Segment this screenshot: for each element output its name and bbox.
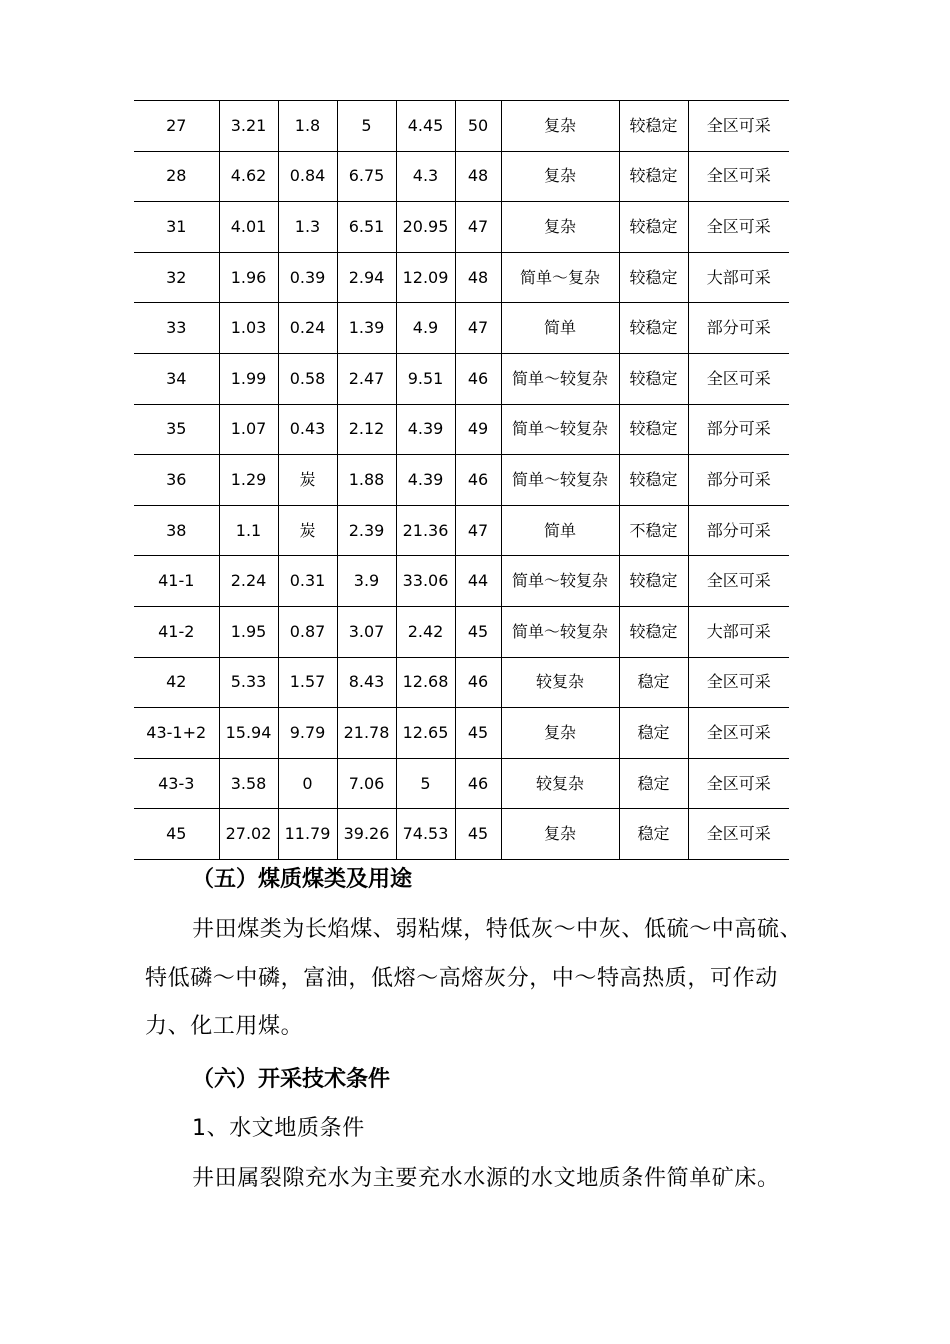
table-cell: 较稳定 [619, 101, 688, 152]
table-cell: 炭 [278, 505, 337, 556]
table-cell: 0.39 [278, 252, 337, 303]
table-cell: 较复杂 [501, 657, 619, 708]
table-row [134, 252, 789, 303]
table-cell: 1.39 [337, 303, 396, 354]
table-cell: 较稳定 [619, 455, 688, 506]
table-cell: 8.43 [337, 657, 396, 708]
table-cell: 全区可采 [688, 809, 789, 860]
table-cell: 全区可采 [688, 708, 789, 759]
table-cell: 全区可采 [688, 758, 789, 809]
table-cell: 部分可采 [688, 404, 789, 455]
table-cell: 2.24 [219, 556, 278, 607]
table-cell: 简单～较复杂 [501, 353, 619, 404]
table-cell: 简单～复杂 [501, 252, 619, 303]
table-cell: 1.1 [219, 505, 278, 556]
table-cell: 46 [455, 455, 501, 506]
table-cell: 11.79 [278, 809, 337, 860]
table-cell: 较稳定 [619, 556, 688, 607]
table-cell: 9.51 [396, 353, 455, 404]
table-row [134, 758, 789, 809]
table-cell: 27 [134, 101, 219, 152]
table-cell: 复杂 [501, 708, 619, 759]
table-cell: 6.51 [337, 202, 396, 253]
table-cell: 1.3 [278, 202, 337, 253]
table-cell: 较稳定 [619, 151, 688, 202]
table-cell: 较稳定 [619, 303, 688, 354]
table-cell: 部分可采 [688, 505, 789, 556]
table-cell: 44 [455, 556, 501, 607]
table-cell: 45 [455, 606, 501, 657]
table-cell: 12.68 [396, 657, 455, 708]
table-row [134, 657, 789, 708]
table-cell: 42 [134, 657, 219, 708]
table-cell: 5 [396, 758, 455, 809]
table-cell: 较稳定 [619, 202, 688, 253]
table-cell: 34 [134, 353, 219, 404]
table-row [134, 353, 789, 404]
table-body [134, 101, 789, 860]
table-cell: 3.21 [219, 101, 278, 152]
table-row [134, 809, 789, 860]
table-cell: 0.24 [278, 303, 337, 354]
table-cell: 35 [134, 404, 219, 455]
table-cell: 48 [455, 252, 501, 303]
table-cell: 28 [134, 151, 219, 202]
table-cell: 简单～较复杂 [501, 556, 619, 607]
table-cell: 简单～较复杂 [501, 404, 619, 455]
table-cell: 1.8 [278, 101, 337, 152]
table-cell: 0.31 [278, 556, 337, 607]
table-cell: 6.75 [337, 151, 396, 202]
table-row [134, 455, 789, 506]
table-cell: 9.79 [278, 708, 337, 759]
table-cell: 15.94 [219, 708, 278, 759]
table-cell: 43-1+2 [134, 708, 219, 759]
table-cell: 稳定 [619, 657, 688, 708]
table-cell: 全区可采 [688, 151, 789, 202]
table-cell: 48 [455, 151, 501, 202]
table-cell: 简单 [501, 303, 619, 354]
table-cell: 5.33 [219, 657, 278, 708]
table-cell: 复杂 [501, 151, 619, 202]
table-cell: 复杂 [501, 202, 619, 253]
table-cell: 复杂 [501, 101, 619, 152]
table-cell: 较稳定 [619, 353, 688, 404]
table-cell: 不稳定 [619, 505, 688, 556]
table-cell: 4.39 [396, 404, 455, 455]
table-cell: 全区可采 [688, 556, 789, 607]
table-cell: 41-1 [134, 556, 219, 607]
table-cell: 全区可采 [688, 353, 789, 404]
table-cell: 2.47 [337, 353, 396, 404]
table-cell: 33 [134, 303, 219, 354]
table-cell: 4.01 [219, 202, 278, 253]
section-5-paragraph: 井田煤类为长焰煤、弱粘煤，特低灰～中灰、低硫～中高硫、特低磷～中磷，富油，低熔～高熔灰分，中～特高热质，可作动力、化工用煤。 [145, 917, 803, 1039]
table-row [134, 151, 789, 202]
table-cell: 49 [455, 404, 501, 455]
table-cell: 1.88 [337, 455, 396, 506]
table-cell: 12.65 [396, 708, 455, 759]
table-cell: 39.26 [337, 809, 396, 860]
table-cell: 1.57 [278, 657, 337, 708]
hydrogeology-subheading: 1、水文地质条件 [192, 1116, 365, 1141]
table-cell: 全区可采 [688, 202, 789, 253]
table-cell: 3.07 [337, 606, 396, 657]
table-cell: 31 [134, 202, 219, 253]
table-cell: 较复杂 [501, 758, 619, 809]
table-cell: 74.53 [396, 809, 455, 860]
table-cell: 12.09 [396, 252, 455, 303]
table-cell: 0.43 [278, 404, 337, 455]
table-cell: 50 [455, 101, 501, 152]
table-cell: 2.42 [396, 606, 455, 657]
table-cell: 32 [134, 252, 219, 303]
table-row [134, 606, 789, 657]
table-cell: 4.9 [396, 303, 455, 354]
table-cell: 43-3 [134, 758, 219, 809]
table-cell: 47 [455, 303, 501, 354]
table-cell: 0.87 [278, 606, 337, 657]
table-cell: 1.99 [219, 353, 278, 404]
table-cell: 简单 [501, 505, 619, 556]
section-6-heading: （六）开采技术条件 [192, 1067, 391, 1092]
table-cell: 38 [134, 505, 219, 556]
table-cell: 简单～较复杂 [501, 606, 619, 657]
table-cell: 3.9 [337, 556, 396, 607]
table-cell: 稳定 [619, 758, 688, 809]
table-row [134, 303, 789, 354]
table-cell: 复杂 [501, 809, 619, 860]
table-row [134, 505, 789, 556]
table-cell: 4.3 [396, 151, 455, 202]
table-cell: 部分可采 [688, 303, 789, 354]
table-cell: 2.94 [337, 252, 396, 303]
table-cell: 较稳定 [619, 606, 688, 657]
table-cell: 21.36 [396, 505, 455, 556]
table-cell: 稳定 [619, 809, 688, 860]
table-cell: 炭 [278, 455, 337, 506]
table-cell: 41-2 [134, 606, 219, 657]
table-cell: 部分可采 [688, 455, 789, 506]
table-cell: 2.12 [337, 404, 396, 455]
table-row [134, 404, 789, 455]
table-cell: 21.78 [337, 708, 396, 759]
table-cell: 0.84 [278, 151, 337, 202]
table-cell: 大部可采 [688, 252, 789, 303]
table-cell: 大部可采 [688, 606, 789, 657]
table-cell: 简单～较复杂 [501, 455, 619, 506]
table-cell: 全区可采 [688, 657, 789, 708]
table-cell: 全区可采 [688, 101, 789, 152]
table-cell: 7.06 [337, 758, 396, 809]
table-cell: 稳定 [619, 708, 688, 759]
table-cell: 2.39 [337, 505, 396, 556]
table-cell: 46 [455, 353, 501, 404]
table-cell: 36 [134, 455, 219, 506]
hydrogeology-paragraph: 井田属裂隙充水为主要充水水源的水文地质条件简单矿床。 [192, 1166, 780, 1191]
table-cell: 1.07 [219, 404, 278, 455]
table-cell: 47 [455, 202, 501, 253]
table-row [134, 101, 789, 152]
table-cell: 4.62 [219, 151, 278, 202]
table-cell: 1.95 [219, 606, 278, 657]
table-cell: 4.45 [396, 101, 455, 152]
table-cell: 33.06 [396, 556, 455, 607]
table-cell: 45 [455, 809, 501, 860]
table-row [134, 556, 789, 607]
table-cell: 较稳定 [619, 252, 688, 303]
table-cell: 47 [455, 505, 501, 556]
table-cell: 3.58 [219, 758, 278, 809]
table-cell: 0 [278, 758, 337, 809]
table-row [134, 708, 789, 759]
table-cell: 1.96 [219, 252, 278, 303]
section-5-heading: （五）煤质煤类及用途 [192, 867, 413, 892]
table-cell: 1.03 [219, 303, 278, 354]
table-cell: 27.02 [219, 809, 278, 860]
table-cell: 1.29 [219, 455, 278, 506]
table-cell: 45 [134, 809, 219, 860]
table-cell: 较稳定 [619, 404, 688, 455]
table-cell: 0.58 [278, 353, 337, 404]
table-cell: 5 [337, 101, 396, 152]
table-row [134, 202, 789, 253]
table-cell: 46 [455, 657, 501, 708]
table-cell: 20.95 [396, 202, 455, 253]
table-cell: 46 [455, 758, 501, 809]
table-cell: 45 [455, 708, 501, 759]
coal-seam-table [134, 100, 789, 860]
table-cell: 4.39 [396, 455, 455, 506]
